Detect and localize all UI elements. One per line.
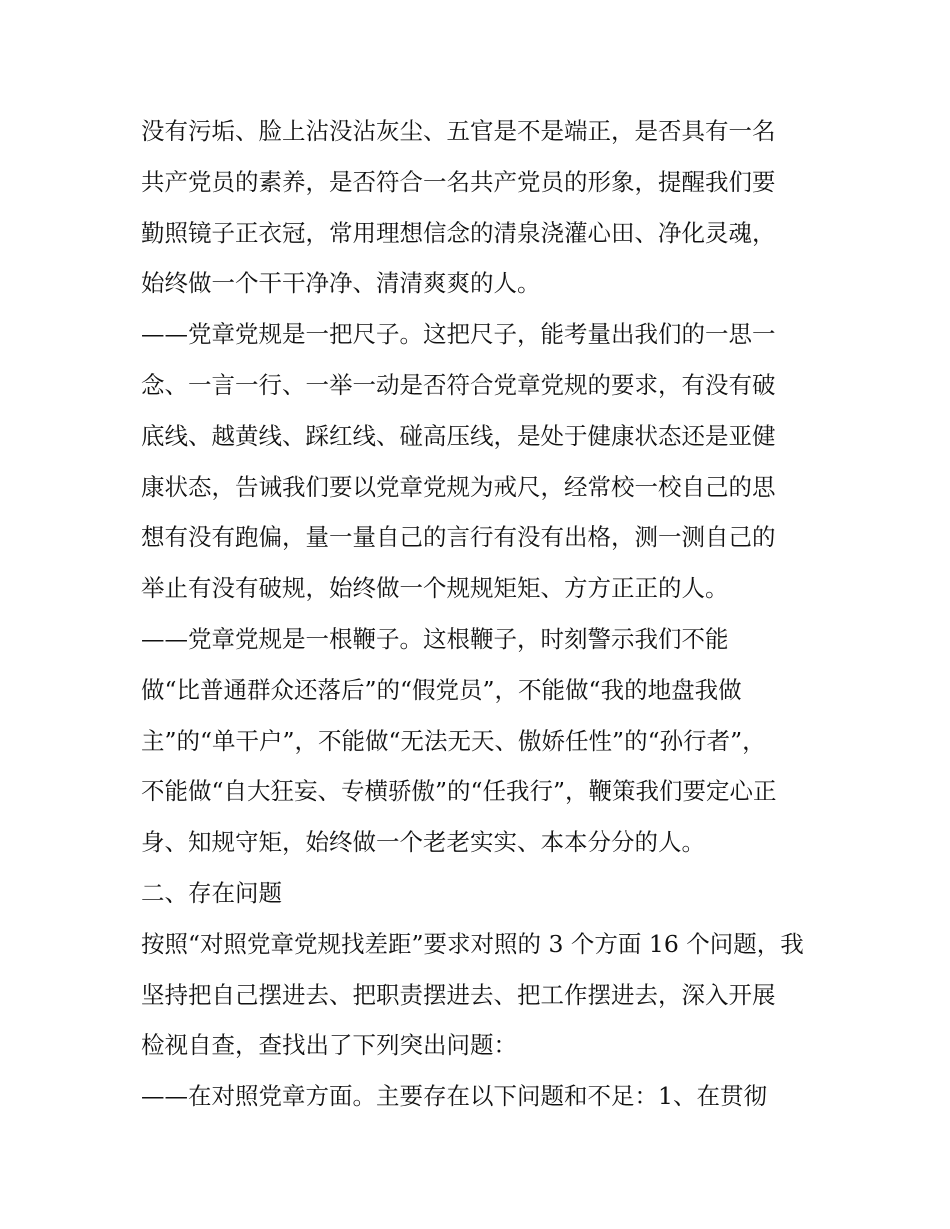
text-line: 检视自查，查找出了下列突出问题：: [141, 1031, 517, 1060]
text-line: 做“比普通群众还落后”的“假党员”，不能做“我的地盘我做: [141, 675, 742, 704]
text-line: 康状态，告诫我们要以党章党规为戒尺，经常校一校自己的思: [141, 472, 776, 501]
text-line: 不能做“自大狂妄、专横骄傲”的“任我行”，鞭策我们要定心正: [141, 777, 777, 806]
text-line: 身、知规守矩，始终做一个老老实实、本本分分的人。: [141, 828, 705, 857]
section-heading: 二、存在问题: [141, 878, 282, 907]
text-line: 主”的“单干户”，不能做“无法无天、傲娇任性”的“孙行者”，: [141, 726, 766, 755]
text-line: 念、一言一行、一举一动是否符合党章党规的要求，有没有破: [141, 370, 776, 399]
text-line: ——党章党规是一根鞭子。这根鞭子，时刻警示我们不能: [141, 624, 729, 653]
text-line: 没有污垢、脸上沾没沾灰尘、五官是不是端正，是否具有一名: [141, 117, 776, 145]
text-line: 始终做一个干干净净、清清爽爽的人。: [141, 269, 541, 298]
text-line: 举止有没有破规，始终做一个规规矩矩、方方正正的人。: [141, 574, 729, 603]
text-line: ——党章党规是一把尺子。这把尺子，能考量出我们的一思一: [141, 320, 776, 349]
text-line: 勤照镜子正衣冠，常用理想信念的清泉浇灌心田、净化灵魂，: [141, 218, 776, 247]
text-line: 共产党员的素养，是否符合一名共产党员的形象，提醒我们要: [141, 167, 776, 196]
text-line: 坚持把自己摆进去、把职责摆进去、把工作摆进去，深入开展: [141, 980, 776, 1009]
text-line: 想有没有跑偏，量一量自己的言行有没有出格，测一测自己的: [141, 523, 776, 552]
text-line: ——在对照党章方面。主要存在以下问题和不足：1、在贯彻: [141, 1082, 767, 1111]
text-line: 按照“对照党章党规找差距”要求对照的 3 个方面 16 个问题，我: [141, 929, 804, 958]
body-text: [141, 106, 821, 1122]
text-line: 底线、越黄线、踩红线、碰高压线，是处于健康状态还是亚健: [141, 421, 776, 450]
